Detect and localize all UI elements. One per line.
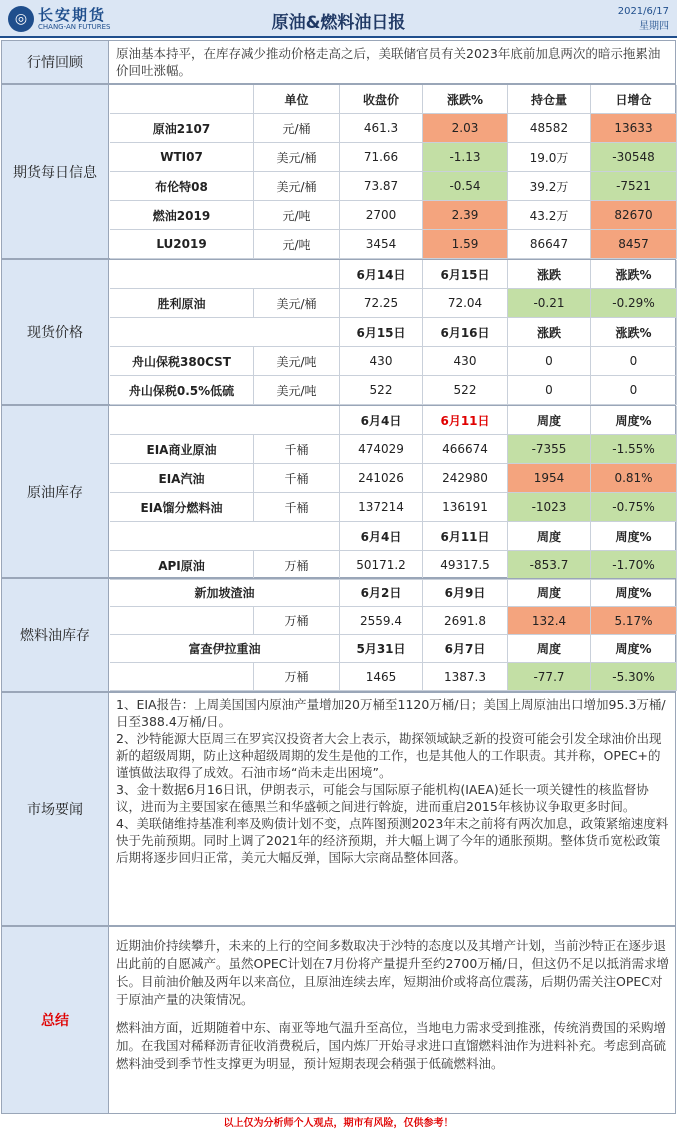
futures-cell-chg: 2.03 — [423, 114, 508, 143]
crude-cell-v2: 242980 — [423, 464, 508, 493]
date-text: 2021/6/17 — [617, 6, 669, 17]
fuel-cell-unit: 万桶 — [254, 607, 340, 635]
fuel-cell-pct: -5.30% — [591, 663, 677, 691]
crude-col-header: 周度% — [591, 522, 677, 551]
fuel-col-header: 周度% — [591, 579, 677, 607]
spot-cell-v1: 430 — [340, 347, 423, 376]
fuel-col-header: 5月31日 — [340, 635, 423, 663]
crude-header-blank — [110, 406, 340, 435]
fuel-cell-v1: 1465 — [340, 663, 423, 691]
crude-header-blank — [110, 522, 340, 551]
futures-cell-close: 3454 — [340, 230, 423, 259]
spot-col-header: 6月15日 — [340, 318, 423, 347]
crude-col-header: 6月4日 — [340, 406, 423, 435]
crude-cell-pct: -0.75% — [591, 493, 677, 522]
spot-cell-pct: 0 — [591, 347, 677, 376]
spot-cell-name: 舟山保税0.5%低硫 — [110, 376, 254, 405]
spot-cell-v2: 430 — [423, 347, 508, 376]
spot-col-header: 涨跌% — [591, 260, 677, 289]
futures-cell-name: 燃油2019 — [110, 201, 254, 230]
futures-cell-chg: -1.13 — [423, 143, 508, 172]
review-section — [1, 40, 676, 84]
crude-col-header: 6月4日 — [340, 522, 423, 551]
crude-inventory-section — [1, 405, 676, 578]
report-date — [618, 4, 669, 34]
crude-cell-v1: 241026 — [340, 464, 423, 493]
crude-cell-pct: 0.81% — [591, 464, 677, 493]
fuel-col-header: 6月7日 — [423, 635, 508, 663]
futures-cell-name: 布伦特08 — [110, 172, 254, 201]
crude-col-header: 周度 — [508, 522, 591, 551]
crude-cell-unit: 千桶 — [254, 435, 340, 464]
futures-cell-name: LU2019 — [110, 230, 254, 259]
crude-cell-name: EIA汽油 — [110, 464, 254, 493]
fuel-col-header: 周度 — [508, 579, 591, 607]
futures-cell-unit: 元/吨 — [254, 230, 340, 259]
futures-cell-oi: 19.0万 — [508, 143, 591, 172]
futures-col-header: 日增仓 — [591, 85, 677, 114]
news-list — [110, 694, 675, 868]
crude-col-header: 6月11日 — [423, 406, 508, 435]
futures-cell-doi: 8457 — [591, 230, 677, 259]
spot-section — [1, 259, 676, 405]
fuel-product-name: 富查伊拉重油 — [110, 635, 340, 663]
spot-cell-v1: 72.25 — [340, 289, 423, 318]
crude-cell-pct: -1.70% — [591, 551, 677, 580]
logo-emblem-icon: ◎ — [8, 6, 34, 32]
crude-cell-chg: -853.7 — [508, 551, 591, 580]
review-label: 行情回顾 — [2, 41, 109, 83]
futures-cell-doi: -30548 — [591, 143, 677, 172]
crude-cell-unit: 万桶 — [254, 551, 340, 580]
summary-section — [1, 926, 676, 1114]
futures-cell-close: 71.66 — [340, 143, 423, 172]
futures-cell-doi: 82670 — [591, 201, 677, 230]
news-item: 1、EIA报告：上周美国国内原油产量增加20万桶至1120万桶/日；美国上周原油出口增加95.3万桶/日至388.4万桶/日。 — [116, 697, 666, 729]
futures-cell-chg: 2.39 — [423, 201, 508, 230]
crude-col-header: 周度% — [591, 406, 677, 435]
crude-cell-v1: 137214 — [340, 493, 423, 522]
crude-cell-chg: 1954 — [508, 464, 591, 493]
report-header — [0, 0, 677, 38]
futures-section — [1, 84, 676, 259]
fuel-col-header: 6月2日 — [340, 579, 423, 607]
futures-cell-unit: 元/桶 — [254, 114, 340, 143]
weekday-text: 星期四 — [639, 21, 669, 32]
futures-cell-name: 原油2107 — [110, 114, 254, 143]
spot-col-header: 6月16日 — [423, 318, 508, 347]
crude-cell-v2: 136191 — [423, 493, 508, 522]
fuel-cell-unit: 万桶 — [254, 663, 340, 691]
news-item: 2、沙特能源大臣周三在罗宾汉投资者大会上表示，勘探领域缺乏新的投资可能会引发全球油价出现新的超级周期，防止这种超级周期的发生是他的工作，也是其他人的工作职责。其并称，OPEC+的谨慎做法取得了成效。石油市场“尚未走出困境”。 — [116, 731, 662, 780]
futures-cell-oi: 48582 — [508, 114, 591, 143]
spot-cell-unit: 美元/吨 — [254, 347, 340, 376]
spot-col-header: 涨跌 — [508, 260, 591, 289]
futures-cell-oi: 39.2万 — [508, 172, 591, 201]
logo-name-en: CHANG-AN FUTURES — [38, 23, 111, 31]
spot-cell-chg: 0 — [508, 347, 591, 376]
review-text: 原油基本持平，在库存减少推动价格走高之后，美联储官员有关2023年底前加息两次的暗示拖累油价回吐涨幅。 — [116, 46, 661, 78]
spot-cell-unit: 美元/吨 — [254, 376, 340, 405]
spot-col-header: 6月14日 — [340, 260, 423, 289]
futures-cell-name: WTI07 — [110, 143, 254, 172]
futures-cell-doi: -7521 — [591, 172, 677, 201]
spot-cell-pct: -0.29% — [591, 289, 677, 318]
fuel-row-blank — [110, 663, 254, 691]
futures-col-header: 收盘价 — [340, 85, 423, 114]
fuel-cell-pct: 5.17% — [591, 607, 677, 635]
spot-header-blank — [110, 260, 340, 289]
fuel-cell-v2: 2691.8 — [423, 607, 508, 635]
fuel-cell-v1: 2559.4 — [340, 607, 423, 635]
fuel-col-header: 6月9日 — [423, 579, 508, 607]
futures-cell-unit: 元/吨 — [254, 201, 340, 230]
crude-col-header: 6月11日 — [423, 522, 508, 551]
futures-cell-unit: 美元/桶 — [254, 143, 340, 172]
fuel-cell-chg: 132.4 — [508, 607, 591, 635]
spot-header-blank — [110, 318, 340, 347]
futures-cell-oi: 86647 — [508, 230, 591, 259]
fuel-col-header: 周度% — [591, 635, 677, 663]
crude-cell-chg: -1023 — [508, 493, 591, 522]
futures-label: 期货每日信息 — [2, 85, 109, 258]
disclaimer-footer: 以上仅为分析师个人观点，期市有风险，仅供参考！ — [223, 1118, 454, 1129]
futures-cell-unit: 美元/桶 — [254, 172, 340, 201]
crude-cell-name: API原油 — [110, 551, 254, 580]
spot-cell-chg: -0.21 — [508, 289, 591, 318]
futures-cell-close: 73.87 — [340, 172, 423, 201]
futures-cell-chg: -0.54 — [423, 172, 508, 201]
spot-col-header: 6月15日 — [423, 260, 508, 289]
crude-inventory-label: 原油库存 — [2, 406, 109, 577]
news-item: 4、美联储维持基准利率及购债计划不变，点阵图预测2023年末之前将有两次加息，政策紧缩速度料快于先前预期。同时上调了2021年的经济预期，并大幅上调了今年的通胀预期。整体货币宽松政策后期将逐步回归正常，美元大幅反弹，国际大宗商品整体回落。 — [116, 816, 669, 865]
crude-cell-v1: 50171.2 — [340, 551, 423, 580]
spot-col-header: 涨跌% — [591, 318, 677, 347]
spot-cell-unit: 美元/桶 — [254, 289, 340, 318]
summary-label: 总结 — [2, 927, 109, 1113]
futures-col-header: 涨跌% — [423, 85, 508, 114]
report-title: 原油&燃料油日报 — [271, 13, 406, 33]
crude-cell-name: EIA商业原油 — [110, 435, 254, 464]
crude-col-header: 周度 — [508, 406, 591, 435]
spot-cell-v1: 522 — [340, 376, 423, 405]
spot-label: 现货价格 — [2, 260, 109, 404]
news-label: 市场要闻 — [2, 693, 109, 925]
futures-header-blank — [110, 85, 254, 114]
spot-col-header: 涨跌 — [508, 318, 591, 347]
fuel-inventory-section — [1, 578, 676, 692]
fuel-col-header: 周度 — [508, 635, 591, 663]
crude-cell-unit: 千桶 — [254, 493, 340, 522]
spot-cell-chg: 0 — [508, 376, 591, 405]
fuel-product-name: 新加坡渣油 — [110, 579, 340, 607]
news-section — [1, 692, 676, 926]
fuel-row-blank — [110, 607, 254, 635]
futures-cell-close: 461.3 — [340, 114, 423, 143]
fuel-inventory-label: 燃料油库存 — [2, 579, 109, 691]
futures-cell-close: 2700 — [340, 201, 423, 230]
spot-cell-pct: 0 — [591, 376, 677, 405]
futures-col-header: 单位 — [254, 85, 340, 114]
crude-cell-chg: -7355 — [508, 435, 591, 464]
logo-name-cn: 长安期货 — [38, 6, 107, 24]
spot-cell-v2: 72.04 — [423, 289, 508, 318]
fuel-cell-v2: 1387.3 — [423, 663, 508, 691]
crude-cell-name: EIA馏分燃料油 — [110, 493, 254, 522]
spot-cell-name: 胜利原油 — [110, 289, 254, 318]
news-item: 3、金十数据6月16日讯，伊朗表示，可能会与国际原子能机构(IAEA)延长一项关键性的核监督协议，进而为主要国家在德黑兰和华盛顿之间进行斡旋，进而重启2015年核协议争取更多时间。 — [116, 782, 649, 814]
summary-text — [110, 935, 675, 1075]
spot-cell-v2: 522 — [423, 376, 508, 405]
summary-paragraph-crude: 近期油价持续攀升，未来的上行的空间多数取决于沙特的态度以及其增产计划，当前沙特正在逐步退出此前的自愿减产。虽然OPEC计划在7月份将产量提升至约2700万桶/日，但这仍不足以抵消需求增长。目前油价触及两年以来高位，且原油连续去库，短期油价或将高位震荡，后期仍需关注OPEC对于原油产量的决策情况。 — [116, 938, 669, 1007]
crude-cell-v1: 474029 — [340, 435, 423, 464]
fuel-cell-chg: -77.7 — [508, 663, 591, 691]
crude-cell-v2: 466674 — [423, 435, 508, 464]
spot-cell-name: 舟山保税380CST — [110, 347, 254, 376]
crude-cell-pct: -1.55% — [591, 435, 677, 464]
crude-cell-v2: 49317.5 — [423, 551, 508, 580]
summary-paragraph-fuel: 燃料油方面，近期随着中东、南亚等地气温升至高位，当地电力需求受到推涨，传统消费国的采购增加。在我国对稀释沥青征收消费税后，国内炼厂开始寻求进口直馏燃料油作为进料补充。考虑到高硫燃料油受到季节性支撑更为明显，预计短期表现会稍强于低硫燃料油。 — [116, 1020, 667, 1071]
futures-cell-oi: 43.2万 — [508, 201, 591, 230]
futures-col-header: 持仓量 — [508, 85, 591, 114]
futures-cell-chg: 1.59 — [423, 230, 508, 259]
crude-cell-unit: 千桶 — [254, 464, 340, 493]
company-logo — [8, 3, 126, 35]
futures-cell-doi: 13633 — [591, 114, 677, 143]
